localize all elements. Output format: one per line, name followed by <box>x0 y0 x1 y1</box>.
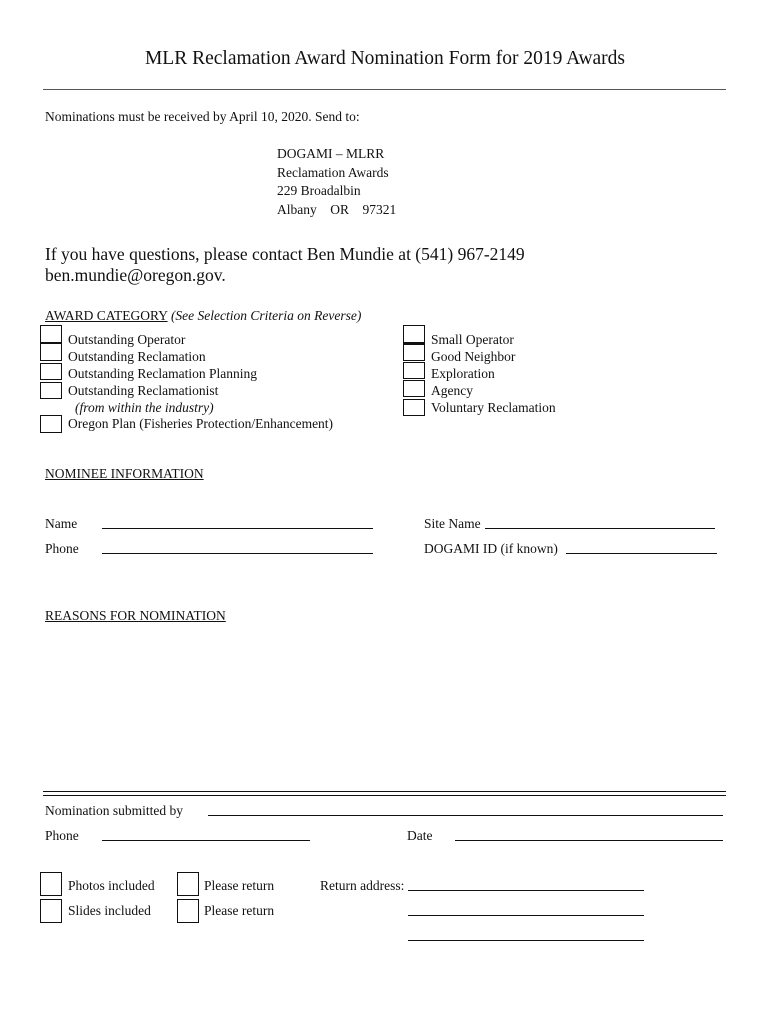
reasons-heading: REASONS FOR NOMINATION <box>45 608 226 623</box>
title-divider <box>43 89 726 90</box>
return-address-field-line3[interactable] <box>408 940 644 941</box>
checkbox-good-neighbor[interactable] <box>403 343 425 361</box>
award-category-label: AWARD CATEGORY <box>45 308 168 323</box>
checkbox-voluntary-reclamation[interactable] <box>403 399 425 416</box>
name-label: Name <box>45 516 78 531</box>
checkbox-slides-included[interactable] <box>40 899 62 923</box>
option-exploration: Exploration <box>431 366 495 381</box>
section-divider <box>43 791 726 792</box>
option-outstanding-operator: Outstanding Operator <box>68 332 186 347</box>
nominee-phone-label: Phone <box>45 541 79 556</box>
checkbox-oregon-plan[interactable] <box>40 415 62 433</box>
form-title: MLR Reclamation Award Nomination Form for 2019 Awards <box>144 48 626 69</box>
checkbox-small-operator[interactable] <box>403 325 425 343</box>
return-address-label: Return address: <box>320 878 405 893</box>
option-outstanding-reclamation: Outstanding Reclamation <box>68 349 206 364</box>
nominee-heading: NOMINEE INFORMATION <box>45 466 204 481</box>
mailing-address <box>277 145 396 219</box>
site-name-label: Site Name <box>424 516 481 531</box>
submitted-by-field[interactable] <box>208 815 723 816</box>
checkbox-please-return-photos[interactable] <box>177 872 199 896</box>
option-agency: Agency <box>431 383 473 398</box>
nominee-phone-field[interactable] <box>102 553 373 554</box>
option-oregon-plan: Oregon Plan (Fisheries Protection/Enhancement) <box>68 416 334 431</box>
checkbox-outstanding-reclamation-planning[interactable] <box>40 363 62 380</box>
slides-included-label: Slides included <box>68 903 151 918</box>
site-name-field[interactable] <box>485 528 715 529</box>
option-outstanding-reclamation-planning: Outstanding Reclamation Planning <box>68 366 257 381</box>
dogami-id-field[interactable] <box>566 553 717 554</box>
checkbox-agency[interactable] <box>403 380 425 397</box>
checkbox-outstanding-reclamationist[interactable] <box>40 382 62 399</box>
address-line: 229 Broadalbin <box>277 183 361 198</box>
option-outstanding-reclamationist: Outstanding Reclamationist <box>68 383 219 398</box>
award-category-heading <box>45 307 361 324</box>
submitted-by-label: Nomination submitted by <box>45 803 183 818</box>
checkbox-outstanding-reclamation[interactable] <box>40 343 62 361</box>
date-label: Date <box>407 828 433 843</box>
return-address-field-line2[interactable] <box>408 915 644 916</box>
name-field[interactable] <box>102 528 373 529</box>
submitter-phone-field[interactable] <box>102 840 310 841</box>
photos-included-label: Photos included <box>68 878 155 893</box>
intro-text: Nominations must be received by April 10, 2020. Send to: <box>45 109 360 124</box>
checkbox-photos-included[interactable] <box>40 872 62 896</box>
address-line: Albany OR 97321 <box>277 201 397 217</box>
reasons-text-area[interactable] <box>45 630 725 785</box>
award-category-note: (See Selection Criteria on Reverse) <box>170 308 362 323</box>
please-return-slides-label: Please return <box>204 903 275 918</box>
date-field[interactable] <box>455 840 723 841</box>
section-divider <box>43 795 726 796</box>
address-line: Reclamation Awards <box>277 164 389 180</box>
dogami-id-label: DOGAMI ID (if known) <box>424 541 558 556</box>
option-small-operator: Small Operator <box>431 332 514 347</box>
checkbox-outstanding-operator[interactable] <box>40 325 62 343</box>
contact-line: If you have questions, please contact Ben Mundie at (541) 967-2149 <box>45 244 525 264</box>
option-sub-note: (from within the industry) <box>75 400 214 415</box>
option-good-neighbor: Good Neighbor <box>431 349 516 364</box>
address-line: DOGAMI – MLRR <box>277 146 385 161</box>
checkbox-please-return-slides[interactable] <box>177 899 199 923</box>
submitter-phone-label: Phone <box>45 828 79 843</box>
return-address-field-line1[interactable] <box>408 890 644 891</box>
please-return-photos-label: Please return <box>204 878 275 893</box>
checkbox-exploration[interactable] <box>403 362 425 379</box>
option-voluntary-reclamation: Voluntary Reclamation <box>431 400 556 415</box>
contact-email: ben.mundie@oregon.gov. <box>45 265 226 285</box>
